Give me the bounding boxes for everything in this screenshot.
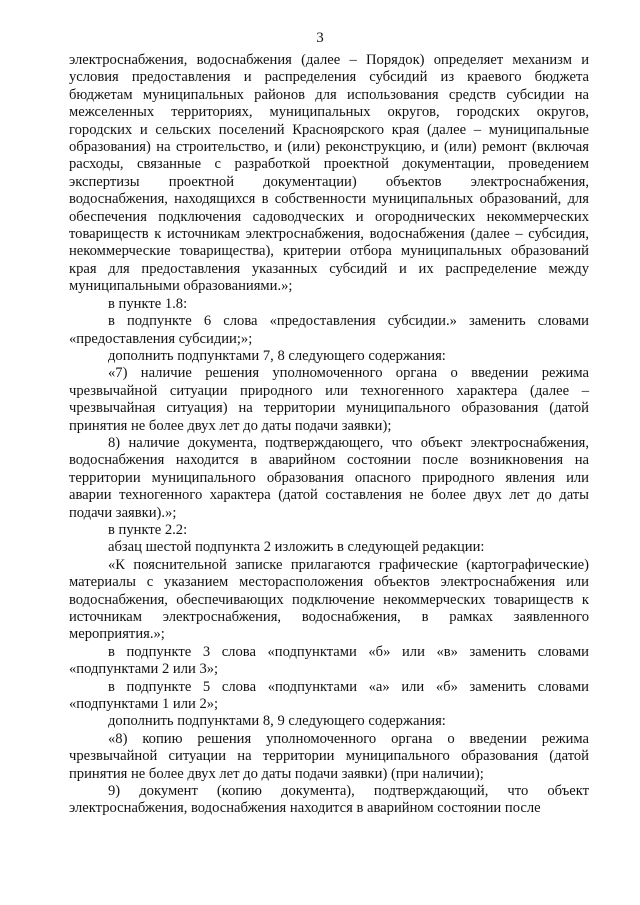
paragraph: «8) копию решения уполномоченного органа о введении режима чрезвычайной ситуации на территории муниципального образования (датой принятия не более двух лет до даты подачи заявки) (при наличии); — [69, 730, 589, 782]
page-number: 3 — [316, 30, 324, 46]
paragraph: в подпункте 3 слова «подпунктами «б» или «в» заменить словами «подпунктами 2 или 3»; — [69, 643, 589, 678]
paragraph: 8) наличие документа, подтверждающего, что объект электроснабжения, водоснабжения находится в аварийном состоянии после возникновения на территории муниципального образования опасного природного явления или аварии техногенного характера (датой составления не более двух лет до даты подачи заявки).»; — [69, 434, 589, 521]
paragraph: 9) документ (копию документа), подтверждающий, что объект электроснабжения, водоснабжения находится в аварийном состоянии после — [69, 783, 589, 817]
paragraph: дополнить подпунктами 8, 9 следующего содержания: — [108, 713, 446, 730]
paragraph: «7) наличие решения уполномоченного органа о введении режима чрезвычайной ситуации природного или техногенного характера (далее – чрезвычайная ситуация) на территории муниципального образования (датой принятия не более двух лет до даты подачи заявки); — [69, 365, 589, 434]
paragraph: в пункте 2.2: — [108, 521, 188, 538]
paragraph: «К пояснительной записке прилагаются графические (картографические) материалы с указанием месторасположения объектов электроснабжения или водоснабжения, обеспечивающих подключение некоммерческих товариществ к источникам электроснабжения, водоснабжения, в рамках заявленного мероприятия.»; — [69, 556, 589, 643]
paragraph: дополнить подпунктами 7, 8 следующего содержания: — [108, 347, 446, 364]
paragraph: электроснабжения, водоснабжения (далее – Порядок) определяет механизм и условия предоставления и распределения субсидий из краевого бюджета бюджетам муниципальных районов для использования средств субсидии на межселенных территориях, муниципальных округов, городских округов, городских и сельских поселений Красноярского края (далее – муниципальные образования) на строительство, и (или) реконструкцию, и (или) ремонт (включая расходы, связанные с разработкой проектной документации, проведением экспертизы проектной документации) объектов электроснабжения, водоснабжения, находящихся в собственности муниципальных образований, для обеспечения подключения садоводческих и огороднических некоммерческих товариществ к источникам электроснабжения, водоснабжения (далее – субсидия, некоммерческие товарищества), критерии отбора муниципальных образований края для предоставления указанных субсидий и их распределение между муниципальными образованиями.»; — [69, 52, 589, 295]
document-body — [69, 52, 589, 818]
paragraph: абзац шестой подпункта 2 изложить в следующей редакции: — [108, 539, 485, 556]
paragraph: в подпункте 5 слова «подпунктами «а» или «б» заменить словами «подпунктами 1 или 2»; — [69, 678, 589, 713]
paragraph: в подпункте 6 слова «предоставления субсидии.» заменить словами «предоставления субсидии;»; — [69, 313, 589, 347]
paragraph: в пункте 1.8: — [108, 295, 188, 312]
